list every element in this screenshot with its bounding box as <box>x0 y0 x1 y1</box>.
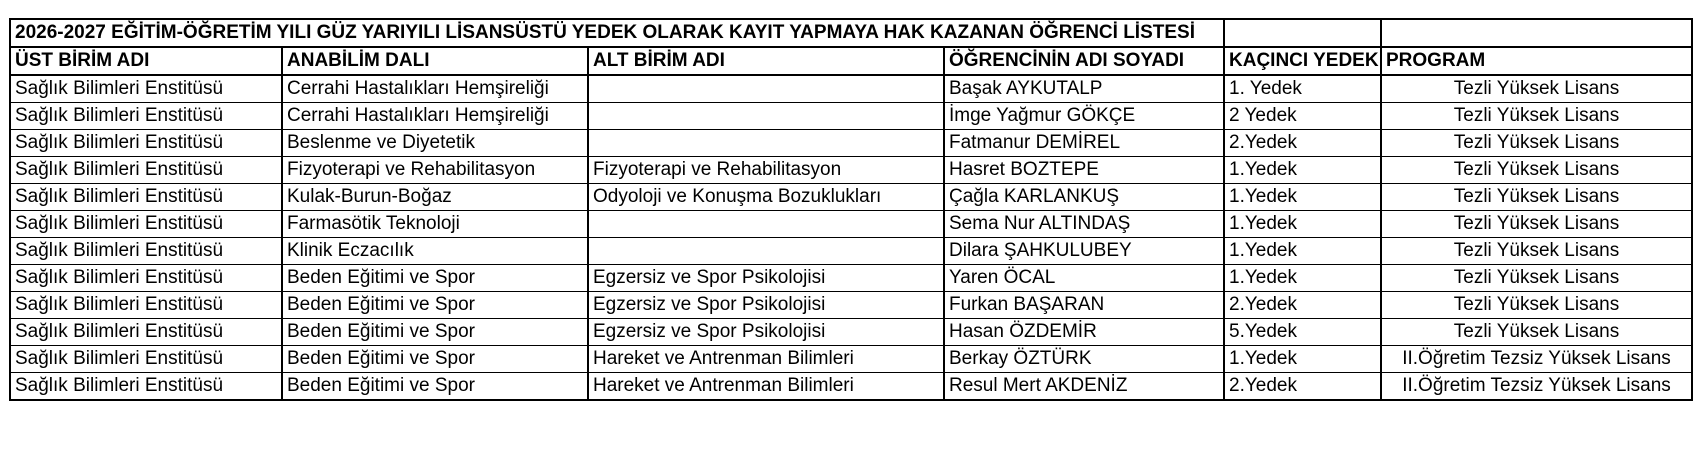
cell-alt-birim: Egzersiz ve Spor Psikolojisi <box>588 265 944 292</box>
cell-alt-birim: Hareket ve Antrenman Bilimleri <box>588 346 944 373</box>
cell-kacinci-yedek: 1.Yedek <box>1224 184 1381 211</box>
cell-program: Tezli Yüksek Lisans <box>1381 157 1692 184</box>
cell-ogrenci-adi: Fatmanur DEMİREL <box>944 130 1224 157</box>
cell-ust-birim: Sağlık Bilimleri Enstitüsü <box>10 319 282 346</box>
cell-program: II.Öğretim Tezsiz Yüksek Lisans <box>1381 346 1692 373</box>
cell-program: Tezli Yüksek Lisans <box>1381 319 1692 346</box>
cell-program: Tezli Yüksek Lisans <box>1381 130 1692 157</box>
cell-program: Tezli Yüksek Lisans <box>1381 103 1692 130</box>
cell-kacinci-yedek: 2.Yedek <box>1224 292 1381 319</box>
cell-anabilim-dali: Fizyoterapi ve Rehabilitasyon <box>282 157 588 184</box>
cell-ogrenci-adi: İmge Yağmur GÖKÇE <box>944 103 1224 130</box>
cell-kacinci-yedek: 1.Yedek <box>1224 346 1381 373</box>
cell-anabilim-dali: Beden Eğitimi ve Spor <box>282 265 588 292</box>
cell-alt-birim: Egzersiz ve Spor Psikolojisi <box>588 292 944 319</box>
table-row <box>10 75 1692 103</box>
cell-ogrenci-adi: Furkan BAŞARAN <box>944 292 1224 319</box>
cell-kacinci-yedek: 5.Yedek <box>1224 319 1381 346</box>
cell-anabilim-dali: Beden Eğitimi ve Spor <box>282 346 588 373</box>
column-header-ogrenci-adi: ÖĞRENCİNİN ADI SOYADI <box>944 47 1224 75</box>
title-empty-cell <box>1224 19 1381 47</box>
reserve-student-table <box>9 18 1693 401</box>
cell-alt-birim <box>588 238 944 265</box>
table-row <box>10 103 1692 130</box>
cell-ogrenci-adi: Başak AYKUTALP <box>944 75 1224 103</box>
column-header-program: PROGRAM <box>1381 47 1692 75</box>
cell-ogrenci-adi: Hasan ÖZDEMİR <box>944 319 1224 346</box>
column-header-ust-birim: ÜST BİRİM ADI <box>10 47 282 75</box>
table-row <box>10 319 1692 346</box>
cell-program: Tezli Yüksek Lisans <box>1381 265 1692 292</box>
table-row <box>10 184 1692 211</box>
cell-anabilim-dali: Cerrahi Hastalıkları Hemşireliği <box>282 75 588 103</box>
cell-kacinci-yedek: 1.Yedek <box>1224 211 1381 238</box>
cell-program: Tezli Yüksek Lisans <box>1381 184 1692 211</box>
header-row <box>10 47 1692 75</box>
cell-ogrenci-adi: Resul Mert AKDENİZ <box>944 373 1224 401</box>
cell-ogrenci-adi: Berkay ÖZTÜRK <box>944 346 1224 373</box>
cell-kacinci-yedek: 2 Yedek <box>1224 103 1381 130</box>
table-row <box>10 211 1692 238</box>
cell-ogrenci-adi: Hasret BOZTEPE <box>944 157 1224 184</box>
table-row <box>10 238 1692 265</box>
cell-kacinci-yedek: 1.Yedek <box>1224 238 1381 265</box>
table-row <box>10 373 1692 401</box>
cell-alt-birim <box>588 130 944 157</box>
cell-ust-birim: Sağlık Bilimleri Enstitüsü <box>10 346 282 373</box>
cell-alt-birim: Hareket ve Antrenman Bilimleri <box>588 373 944 401</box>
cell-ust-birim: Sağlık Bilimleri Enstitüsü <box>10 265 282 292</box>
cell-alt-birim <box>588 211 944 238</box>
cell-ogrenci-adi: Çağla KARLANKUŞ <box>944 184 1224 211</box>
cell-anabilim-dali: Kulak-Burun-Boğaz <box>282 184 588 211</box>
cell-alt-birim: Fizyoterapi ve Rehabilitasyon <box>588 157 944 184</box>
table-row <box>10 157 1692 184</box>
cell-alt-birim: Odyoloji ve Konuşma Bozuklukları <box>588 184 944 211</box>
column-header-anabilim-dali: ANABİLİM DALI <box>282 47 588 75</box>
cell-anabilim-dali: Beden Eğitimi ve Spor <box>282 292 588 319</box>
cell-program: Tezli Yüksek Lisans <box>1381 75 1692 103</box>
cell-kacinci-yedek: 2.Yedek <box>1224 130 1381 157</box>
cell-program: Tezli Yüksek Lisans <box>1381 292 1692 319</box>
cell-kacinci-yedek: 1.Yedek <box>1224 265 1381 292</box>
cell-program: Tezli Yüksek Lisans <box>1381 238 1692 265</box>
cell-alt-birim <box>588 75 944 103</box>
cell-ust-birim: Sağlık Bilimleri Enstitüsü <box>10 373 282 401</box>
cell-ust-birim: Sağlık Bilimleri Enstitüsü <box>10 238 282 265</box>
cell-ust-birim: Sağlık Bilimleri Enstitüsü <box>10 103 282 130</box>
cell-anabilim-dali: Beslenme ve Diyetetik <box>282 130 588 157</box>
title-row <box>10 19 1692 47</box>
table-title: 2026-2027 EĞİTİM-ÖĞRETİM YILI GÜZ YARIYILI LİSANSÜSTÜ YEDEK OLARAK KAYIT YAPMAYA HAK KAZANAN ÖĞRENCİ LİSTESİ <box>15 22 1195 43</box>
cell-ust-birim: Sağlık Bilimleri Enstitüsü <box>10 130 282 157</box>
cell-anabilim-dali: Farmasötik Teknoloji <box>282 211 588 238</box>
cell-kacinci-yedek: 1. Yedek <box>1224 75 1381 103</box>
table-row <box>10 292 1692 319</box>
column-header-kacinci-yedek: KAÇINCI YEDEK <box>1224 47 1381 75</box>
cell-program: II.Öğretim Tezsiz Yüksek Lisans <box>1381 373 1692 401</box>
cell-anabilim-dali: Cerrahi Hastalıkları Hemşireliği <box>282 103 588 130</box>
table-row <box>10 346 1692 373</box>
cell-anabilim-dali: Klinik Eczacılık <box>282 238 588 265</box>
cell-ust-birim: Sağlık Bilimleri Enstitüsü <box>10 211 282 238</box>
cell-ust-birim: Sağlık Bilimleri Enstitüsü <box>10 292 282 319</box>
cell-ust-birim: Sağlık Bilimleri Enstitüsü <box>10 157 282 184</box>
cell-ust-birim: Sağlık Bilimleri Enstitüsü <box>10 75 282 103</box>
table-row <box>10 130 1692 157</box>
cell-kacinci-yedek: 1.Yedek <box>1224 157 1381 184</box>
cell-alt-birim: Egzersiz ve Spor Psikolojisi <box>588 319 944 346</box>
table-row <box>10 265 1692 292</box>
cell-anabilim-dali: Beden Eğitimi ve Spor <box>282 373 588 401</box>
cell-ogrenci-adi: Dilara ŞAHKULUBEY <box>944 238 1224 265</box>
cell-program: Tezli Yüksek Lisans <box>1381 211 1692 238</box>
table-title-cell <box>10 19 1224 47</box>
cell-kacinci-yedek: 2.Yedek <box>1224 373 1381 401</box>
cell-anabilim-dali: Beden Eğitimi ve Spor <box>282 319 588 346</box>
column-header-alt-birim: ALT BİRİM ADI <box>588 47 944 75</box>
cell-ogrenci-adi: Sema Nur ALTINDAŞ <box>944 211 1224 238</box>
cell-ogrenci-adi: Yaren ÖCAL <box>944 265 1224 292</box>
cell-alt-birim <box>588 103 944 130</box>
title-empty-cell <box>1381 19 1692 47</box>
cell-ust-birim: Sağlık Bilimleri Enstitüsü <box>10 184 282 211</box>
